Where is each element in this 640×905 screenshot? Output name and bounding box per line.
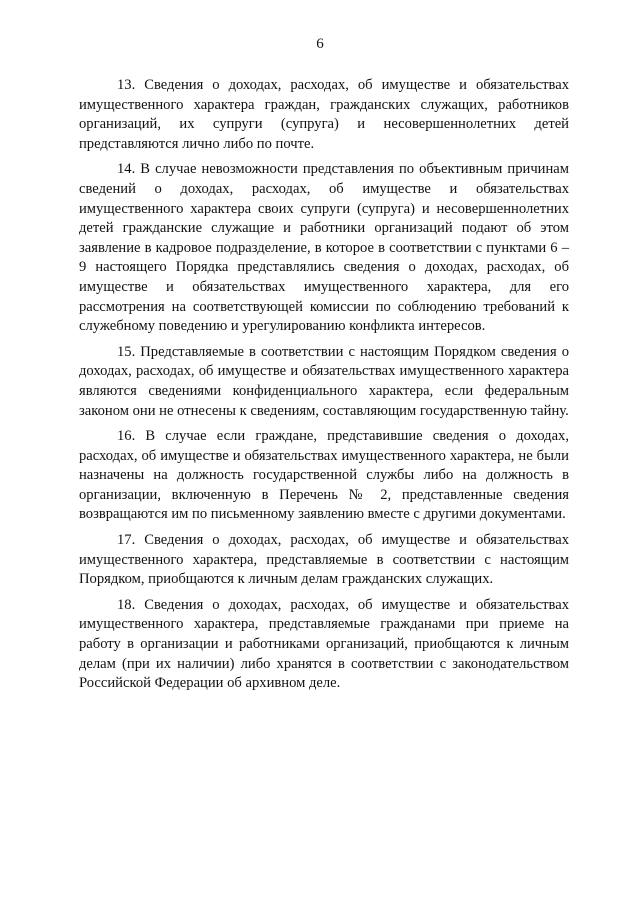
paragraph-15: 15. Представляемые в соответствии с настоящим Порядком сведения о доходах, расходах, об имуществе и обязательствах имущественного характера являются сведениями конфиденциального характера, если федеральным законом они не отнесены к сведениям, составляющим государственную тайну. [79, 343, 569, 419]
paragraph-13: 13. Сведения о доходах, расходах, об имуществе и обязательствах имущественного характера граждан, гражданских служащих, работников организаций, их супруги (супруга) и несовершеннолетних детей представляются лично либо по почте. [79, 77, 569, 152]
paragraph-17: 17. Сведения о доходах, расходах, об имуществе и обязательствах имущественного характера, представляемые в соответствии с настоящим Порядком, приобщаются к личным делам гражданских служащих. [79, 532, 569, 588]
paragraph-16: 16. В случае если граждане, представившие сведения о доходах, расходах, об имуществе и обязательствах имущественного характера, не были назначены на должность государственной службы либо на должность в организации, включенную в Перечень № 2, представленные сведения возвращаются им по письменному заявлению вместе с другими документами. [79, 428, 569, 523]
page-number: 6 [316, 36, 324, 52]
paragraph-18: 18. Сведения о доходах, расходах, об имуществе и обязательствах имущественного характера, представляемые гражданами при приеме на работу в организации и работниками организаций, приобщаются к личным делам (при их наличии) либо хранятся в соответствии с законодательством Российской Федерации об архивном деле. [79, 596, 569, 692]
document-body [79, 76, 569, 700]
paragraph-14: 14. В случае невозможности представления по объективным причинам сведений о доходах, расходах, об имуществе и обязательствах имущественного характера своих супруги (супруга) и несовершеннолетних детей гражданские служащие и работники организаций подают об этом заявление в кадровое подразделение, в которое в соответствии с пунктами 6 – 9 настоящего Порядка представлялись сведения о доходах, расходах, об имуществе и обязательствах имущественного характера, для его рассмотрения на соответствующей комиссии по соблюдению требований к служебному поведению и урегулированию конфликта интересов. [79, 161, 569, 335]
